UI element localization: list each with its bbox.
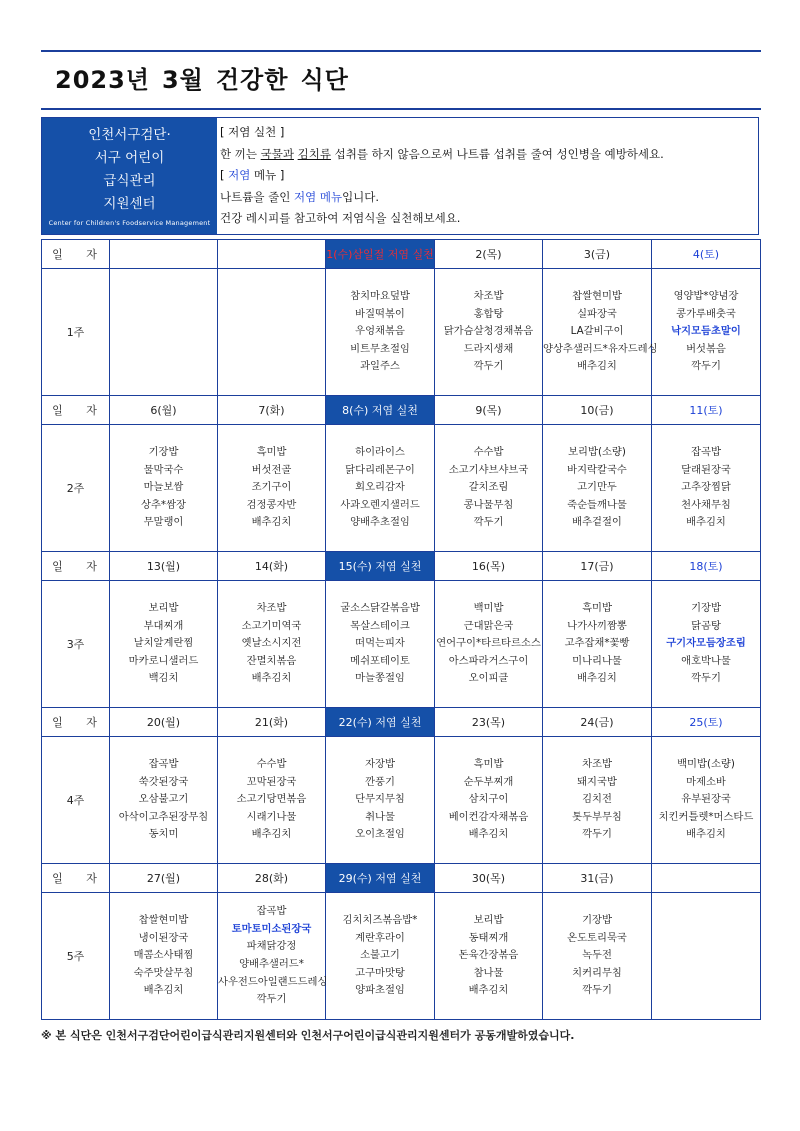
dish-item: 수수밥 — [256, 758, 287, 771]
dish-item: 버섯전골 — [251, 463, 292, 476]
dish-item: 차조밥 — [473, 290, 504, 303]
date-cell: 2(목) — [435, 240, 543, 269]
org-logo — [42, 118, 217, 234]
dish-item: 죽순들깨나물 — [567, 498, 627, 511]
dish-item: 무말랭이 — [143, 516, 184, 529]
week-row — [42, 269, 761, 396]
dish-item: 깍두기 — [256, 993, 287, 1006]
dish-item: 김치치즈볶음밥* — [342, 914, 418, 927]
date-cell: 23(목) — [435, 708, 543, 737]
dish-item: 낙지모듬초말이 — [671, 325, 741, 338]
date-cell: 1(수)삼일절 저염 실천 — [326, 240, 435, 269]
week-row — [42, 425, 761, 552]
dish-item: 토마토미소된장국 — [231, 922, 312, 935]
dish-item: 날치알계란찜 — [133, 637, 194, 650]
date-cell: 20(월) — [110, 708, 218, 737]
menu-cell — [218, 737, 326, 864]
title-word-2: 식단 — [300, 66, 349, 94]
date-cell: 29(수) 저염 실천 — [326, 864, 435, 893]
dish-item: 과일주스 — [360, 360, 400, 373]
dish-item: 사우전드아일랜드드레싱 — [218, 975, 328, 988]
dish-item: 아삭이고추된장무침 — [118, 810, 209, 823]
dish-item: 연어구이*타르타르소스 — [436, 637, 541, 650]
dish-item: 실파장국 — [577, 307, 617, 320]
dish-item: 톳두부무침 — [572, 810, 622, 823]
dish-item: 단무지무침 — [355, 793, 405, 806]
dish-item: 베이컨감자채볶음 — [448, 810, 529, 823]
dish-item: 숙주맛살무침 — [133, 966, 194, 979]
org-line-4: 지원센터 — [103, 196, 156, 212]
dish-item: 시래기나물 — [246, 810, 297, 823]
dish-item: 바지락칼국수 — [567, 463, 627, 476]
menu-cell — [218, 425, 326, 552]
dish-item: 깍두기 — [691, 672, 721, 685]
dish-item: 달래된장국 — [681, 463, 731, 476]
week-row — [42, 581, 761, 708]
dish-item: 마늘보쌈 — [143, 481, 184, 494]
dish-item: 양배추샐러드* — [239, 958, 304, 970]
dish-item: 바질떡볶이 — [355, 307, 405, 320]
date-cell: 24(금) — [543, 708, 652, 737]
dish-item: 깍두기 — [473, 360, 504, 373]
menu-text-2: 건강 레시피를 참고하여 저염식을 실천해보세요. — [220, 211, 461, 226]
dish-item: 보리밥 — [148, 602, 179, 615]
dish-item: 닭가슴살청경채볶음 — [443, 325, 534, 338]
dish-item: 회오리감자 — [355, 481, 405, 494]
dish-item: 녹두전 — [582, 949, 612, 962]
date-cell: 8(수) 저염 실천 — [326, 396, 435, 425]
menu-cell — [435, 269, 543, 396]
dish-item: 마제소바 — [686, 775, 726, 788]
org-line-2: 서구 어린이 — [94, 150, 165, 166]
menu-cell — [218, 893, 326, 1020]
dish-item: 기장밥 — [148, 446, 179, 459]
dish-item: LA갈비구이 — [570, 325, 624, 338]
dish-item: 갈치조림 — [468, 481, 509, 494]
date-label: 일 자 — [42, 240, 110, 269]
dish-item: 홍합탕 — [473, 307, 504, 320]
dish-item: 옛날소시지전 — [241, 637, 302, 650]
dish-item: 순두부찌개 — [463, 775, 514, 788]
menu-cell — [543, 893, 652, 1020]
date-cell: 31(금) — [543, 864, 652, 893]
dish-item: 천사채무침 — [681, 498, 731, 511]
date-cell — [218, 240, 326, 269]
dish-item: 오삼불고기 — [138, 793, 189, 806]
low-sodium-notes — [220, 122, 664, 230]
dish-item: 마카로니샐러드 — [128, 654, 199, 667]
dish-item: 배추김치 — [577, 672, 617, 685]
dish-item: 백미밥(소량) — [677, 758, 735, 771]
date-cell: 15(수) 저염 실천 — [326, 552, 435, 581]
dish-item: 소고기당면볶음 — [236, 793, 307, 806]
dish-item: 차조밥 — [256, 602, 287, 615]
practice-text: 한 끼는 국물과 김치류 섭취를 하지 않음으로써 나트륨 섭취를 줄여 성인병을 예방하세요. — [220, 146, 664, 161]
dish-item: 동태찌개 — [468, 931, 509, 944]
dish-item: 오이피클 — [468, 672, 509, 685]
date-label: 일 자 — [42, 396, 110, 425]
dish-item: 배추김치 — [251, 516, 292, 529]
dish-item: 파채닭강정 — [246, 940, 297, 953]
dish-item: 근대맑은국 — [463, 619, 514, 632]
date-cell: 25(토) — [652, 708, 761, 737]
dish-item: 참나물 — [473, 966, 504, 979]
dish-item: 찹쌀현미밥 — [138, 914, 189, 927]
menu-cell — [652, 893, 761, 1020]
dish-item: 온도토리묵국 — [567, 931, 627, 944]
dish-item: 매콤소사태찜 — [133, 949, 194, 962]
dish-item: 꼬막된장국 — [246, 775, 297, 788]
menu-cell — [110, 269, 218, 396]
date-cell: 10(금) — [543, 396, 652, 425]
dish-item: 수수밥 — [473, 446, 504, 459]
title-year: 2023년 — [55, 66, 150, 94]
menu-cell — [652, 581, 761, 708]
dish-item: 삼치구이 — [468, 793, 509, 806]
dish-item: 보리밥(소량) — [568, 446, 626, 459]
menu-cell — [543, 425, 652, 552]
dish-item: 검정콩자반 — [246, 498, 297, 511]
dish-item: 기장밥 — [582, 914, 612, 927]
dish-item: 오이초절임 — [355, 828, 405, 841]
date-header-row — [42, 864, 761, 893]
dish-item: 배추김치 — [577, 360, 617, 373]
dish-item: 드라지생채 — [463, 342, 514, 355]
menu-cell — [435, 893, 543, 1020]
dish-item: 흑미밥 — [582, 602, 612, 615]
date-cell: 17(금) — [543, 552, 652, 581]
week-label: 4주 — [42, 737, 110, 864]
date-cell: 22(수) 저염 실천 — [326, 708, 435, 737]
menu-cell — [543, 737, 652, 864]
dish-item: 아스파라거스구이 — [448, 654, 529, 667]
menu-cell — [326, 581, 435, 708]
dish-item: 양배추초절임 — [350, 516, 410, 529]
dish-item: 양파초절임 — [355, 984, 405, 997]
dish-item: 치커리무침 — [572, 966, 622, 979]
dish-item: 콩가루배춧국 — [676, 307, 736, 320]
week-label: 3주 — [42, 581, 110, 708]
menu-cell — [110, 425, 218, 552]
dish-item: 잡곡밥 — [148, 758, 179, 771]
org-english-name: Center for Children's Foodservice Management — [48, 219, 211, 227]
dish-item: 양상추샐러드*유자드레싱 — [543, 342, 658, 355]
menu-cell — [110, 737, 218, 864]
dish-item: 유부된장국 — [681, 793, 731, 806]
dish-item: 잔멸치볶음 — [246, 654, 297, 667]
dish-item: 배추김치 — [251, 672, 292, 685]
org-line-1: 인천서구검단· — [88, 127, 171, 143]
dish-item: 깍두기 — [582, 984, 612, 997]
week-label: 1주 — [42, 269, 110, 396]
dish-item: 배추김치 — [468, 984, 509, 997]
dish-item: 나가사끼짬뽕 — [567, 619, 627, 632]
meal-plan-table — [41, 239, 761, 1020]
dish-item: 깍두기 — [473, 516, 504, 529]
dish-item: 차조밥 — [582, 758, 612, 771]
dish-item: 동치미 — [148, 828, 179, 841]
date-cell: 13(월) — [110, 552, 218, 581]
info-box — [41, 117, 759, 235]
dish-item: 계란후라이 — [355, 931, 405, 944]
title-bottom-rule — [41, 108, 761, 110]
date-header-row — [42, 708, 761, 737]
dish-item: 쑥갓된장국 — [138, 775, 189, 788]
dish-item: 깍두기 — [582, 828, 612, 841]
practice-title: [ 저염 실천 ] — [220, 125, 285, 139]
dish-item: 치킨커틀렛*머스타드 — [658, 810, 754, 823]
menu-cell — [652, 425, 761, 552]
menu-cell — [110, 581, 218, 708]
dish-item: 배추김치 — [686, 516, 726, 529]
title-top-rule — [41, 50, 761, 52]
menu-cell — [326, 425, 435, 552]
title-month: 3월 — [161, 66, 204, 94]
date-cell: 18(토) — [652, 552, 761, 581]
date-cell: 7(화) — [218, 396, 326, 425]
date-header-row — [42, 396, 761, 425]
menu-cell — [218, 581, 326, 708]
dish-item: 흑미밥 — [256, 446, 287, 459]
dish-item: 흑미밥 — [473, 758, 504, 771]
dish-item: 닭다리레몬구이 — [345, 463, 415, 476]
menu-cell — [326, 269, 435, 396]
dish-item: 돈육간장볶음 — [458, 949, 519, 962]
dish-item: 애호박나물 — [681, 654, 731, 667]
date-cell — [652, 864, 761, 893]
dish-item: 배추김치 — [143, 984, 184, 997]
date-header-row — [42, 240, 761, 269]
dish-item: 찹쌀현미밥 — [572, 290, 622, 303]
dish-item: 깍두기 — [691, 360, 721, 373]
menu-cell — [435, 425, 543, 552]
date-cell: 21(화) — [218, 708, 326, 737]
dish-item: 배추겉절이 — [572, 516, 622, 529]
date-header-row — [42, 552, 761, 581]
dish-item: 콩나물무침 — [463, 498, 514, 511]
dish-item: 고추장찜닭 — [681, 481, 731, 494]
dish-item: 참치마요덮밥 — [350, 290, 410, 303]
date-cell: 16(목) — [435, 552, 543, 581]
dish-item: 기장밥 — [691, 602, 721, 615]
date-cell: 9(목) — [435, 396, 543, 425]
date-cell: 6(월) — [110, 396, 218, 425]
dish-item: 소불고기 — [360, 949, 400, 962]
menu-title: [ 저염 메뉴 ] — [220, 168, 285, 183]
date-cell: 4(토) — [652, 240, 761, 269]
dish-item: 버섯볶음 — [686, 342, 726, 355]
dish-item: 떠먹는피자 — [355, 637, 405, 650]
dish-item: 깐풍기 — [365, 775, 395, 788]
menu-cell — [543, 581, 652, 708]
dish-item: 잡곡밥 — [256, 905, 287, 918]
menu-cell — [435, 737, 543, 864]
dish-item: 소고기샤브샤브국 — [448, 463, 529, 476]
dish-item: 상추*쌈장 — [141, 498, 186, 511]
dish-item: 메쉬포테이토 — [350, 654, 410, 667]
dish-item: 냉이된장국 — [138, 931, 189, 944]
page-title — [55, 60, 361, 95]
dish-item: 부대찌개 — [143, 619, 184, 632]
menu-cell — [652, 737, 761, 864]
dish-item: 백김치 — [148, 672, 179, 685]
menu-cell — [543, 269, 658, 396]
date-cell: 14(화) — [218, 552, 326, 581]
week-label: 2주 — [42, 425, 110, 552]
date-cell — [110, 240, 218, 269]
dish-item: 닭곰탕 — [691, 619, 721, 632]
menu-cell — [435, 581, 543, 708]
dish-item: 목살스테이크 — [350, 619, 410, 632]
dish-item: 우엉채볶음 — [355, 325, 405, 338]
dish-item: 배추김치 — [468, 828, 509, 841]
dish-item: 미나리나물 — [572, 654, 622, 667]
week-row — [42, 893, 761, 1020]
date-cell: 28(화) — [218, 864, 326, 893]
menu-cell — [326, 737, 435, 864]
week-label: 5주 — [42, 893, 110, 1020]
dish-item: 비트무초절임 — [350, 342, 410, 355]
dish-item: 고기만두 — [577, 481, 617, 494]
date-cell: 11(토) — [652, 396, 761, 425]
date-label: 일 자 — [42, 864, 110, 893]
menu-cell — [652, 269, 761, 396]
week-row — [42, 737, 761, 864]
dish-item: 영양밥*양념장 — [673, 290, 739, 303]
menu-text-1: 나트륨을 줄인 저염 메뉴입니다. — [220, 189, 380, 204]
dish-item: 소고기미역국 — [241, 619, 302, 632]
dish-item: 배추김치 — [251, 828, 292, 841]
org-line-3: 급식관리 — [103, 173, 156, 189]
dish-item: 김치전 — [582, 793, 612, 806]
menu-cell — [218, 269, 326, 396]
dish-item: 고구마맛탕 — [355, 966, 405, 979]
menu-cell — [110, 893, 218, 1020]
dish-item: 마늘쫑절임 — [355, 672, 405, 685]
date-cell: 30(목) — [435, 864, 543, 893]
menu-cell — [326, 893, 435, 1020]
date-label: 일 자 — [42, 708, 110, 737]
dish-item: 배추김치 — [686, 828, 726, 841]
dish-item: 조기구이 — [251, 481, 292, 494]
title-word-1: 건강한 — [215, 66, 289, 94]
date-label: 일 자 — [42, 552, 110, 581]
dish-item: 돼지국밥 — [577, 775, 617, 788]
dish-item: 구기자모듬장조림 — [666, 637, 746, 650]
dish-item: 하이라이스 — [355, 446, 405, 459]
dish-item: 굴소스닭갈볶음밥 — [340, 602, 420, 615]
dish-item: 자장밥 — [365, 758, 395, 771]
footer-note: ※ 본 식단은 인천서구검단어린이급식관리지원센터와 인천서구어린이급식관리지원센터가 공동개발하였습니다. — [41, 1029, 575, 1042]
dish-item: 취나물 — [365, 810, 395, 823]
dish-item: 잡곡밥 — [691, 446, 721, 459]
dish-item: 물막국수 — [143, 463, 184, 476]
date-cell: 3(금) — [543, 240, 652, 269]
dish-item: 보리밥 — [473, 914, 504, 927]
dish-item: 사과오렌지샐러드 — [340, 498, 420, 511]
date-cell: 27(월) — [110, 864, 218, 893]
dish-item: 고추잡채*꽃빵 — [564, 637, 630, 650]
dish-item: 백미밥 — [473, 602, 504, 615]
